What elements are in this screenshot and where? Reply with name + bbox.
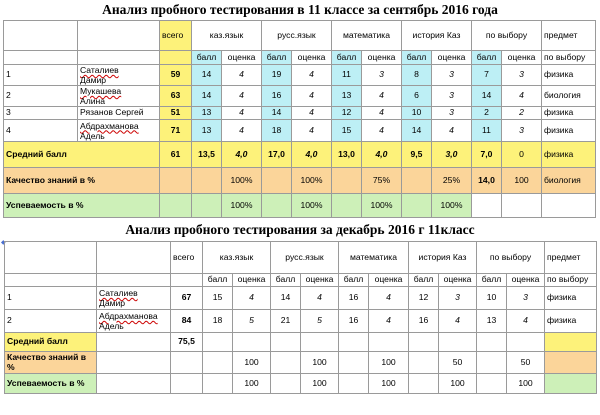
subject-cell: физика [542,120,596,142]
hist-grade: 3 [432,86,472,107]
rus-ball: 14 [262,107,292,120]
sub-grade: оценка [432,51,472,65]
sub-ball: балл [203,274,233,287]
hist-ball: 6 [402,86,432,107]
math-quality: 100 [369,352,409,374]
sub-ball: балл [402,51,432,65]
choice-ball: 13 [477,310,507,333]
kaz-grade: 4,0 [222,142,262,168]
first-name: Дамир [80,75,107,85]
choice-ball: 7 [472,65,502,86]
choice-grade: 0 [502,142,542,168]
hist-ball: 10 [402,107,432,120]
sub-ball: балл [339,274,369,287]
hist-grade: 3,0 [432,142,472,168]
choice-grade: 2 [502,107,542,120]
rus-grade: 5 [301,310,339,333]
surname: Абдрахманова [80,120,139,131]
quality-label: Качество знаний в % [5,352,97,374]
first-name: Алина [80,96,106,106]
hist-grade: 4 [439,310,477,333]
rus-grade: 4 [292,86,332,107]
sub-subject: по выбору [542,51,596,65]
hist-success: 100 [439,374,477,394]
sub-grade: оценка [369,274,409,287]
hist-ball: 12 [409,287,439,310]
kaz-grade: 4 [222,65,262,86]
average-label: Средний балл [5,333,97,352]
header-hist: история Каз [402,21,472,51]
surname: Мукашева [80,86,122,96]
header-row [4,21,596,51]
rus-success: 100 [301,374,339,394]
success-row [5,374,597,394]
hist-quality: 50 [439,352,477,374]
kaz-grade: 4 [222,107,262,120]
sub-grade: оценка [233,274,271,287]
header-rus: русс.язык [262,21,332,51]
header-subject: предмет [545,242,597,274]
table-row [4,65,596,86]
rus-ball: 18 [262,120,292,142]
header-total: всего [171,242,203,274]
kaz-grade: 5 [233,310,271,333]
surname: Саталиев [99,288,138,298]
header-kaz: каз.язык [192,21,262,51]
student-name [97,287,171,310]
sub-ball: балл [477,274,507,287]
header-choice: по выбору [477,242,545,274]
math-ball: 15 [332,120,362,142]
rus-grade: 4,0 [292,142,332,168]
sub-ball: балл [409,274,439,287]
choice-quality: 50 [507,352,545,374]
sub-grade: оценка [507,274,545,287]
row-number: 2 [5,310,97,333]
hist-grade: 3 [439,287,477,310]
sub-grade: оценка [502,51,542,65]
sub-ball: балл [472,51,502,65]
december-results-table [4,241,597,394]
math-grade: 4 [362,120,402,142]
hist-grade: 3 [432,107,472,120]
row-number: 1 [4,65,78,86]
kaz-quality: 100% [222,168,262,194]
total-cell: 61 [160,142,192,168]
rus-grade: 4 [292,120,332,142]
math-success: 100% [362,194,402,218]
first-name: Адель [80,130,105,141]
success-label: Успеваемость в % [5,374,97,394]
table2-title: Анализ пробного тестирования за декабрь 2016 г 11класс [125,222,475,237]
table1-title: Анализ пробного тестирования в 11 классе за сентябрь 2016 года [102,2,498,17]
average-label: Средний балл [4,142,160,168]
math-success: 100 [369,374,409,394]
choice-ball: 14,0 [472,168,502,194]
kaz-success: 100% [222,194,262,218]
sub-ball: балл [332,51,362,65]
math-ball: 11 [332,65,362,86]
quality-row [4,168,596,194]
hist-ball: 16 [409,310,439,333]
kaz-grade: 4 [222,86,262,107]
total-cell: 84 [171,310,203,333]
sub-ball: балл [262,51,292,65]
math-grade: 4 [369,310,409,333]
header-rus: русс.язык [271,242,339,274]
kaz-grade: 4 [222,120,262,142]
total-cell: 63 [160,86,192,107]
header-choice: по выбору [472,21,542,51]
subject-cell: физика [542,65,596,86]
math-ball: 16 [339,310,369,333]
kaz-ball: 18 [203,310,233,333]
header-kaz: каз.язык [203,242,271,274]
choice-grade: 3 [507,287,545,310]
success-label: Успеваемость в % [4,194,160,218]
surname: Абдрахманова [99,311,158,321]
math-grade: 4,0 [362,142,402,168]
student-name [78,120,160,142]
choice-ball: 14 [472,86,502,107]
row-number: 3 [4,107,78,120]
student-name [78,86,160,107]
table-row [5,287,597,310]
hist-ball: 14 [402,120,432,142]
rus-quality: 100 [301,352,339,374]
surname: Саталиев [80,65,119,75]
header-row [5,242,597,274]
header-hist: история Каз [409,242,477,274]
rus-ball: 19 [262,65,292,86]
rus-success: 100% [292,194,332,218]
hist-grade: 4 [432,120,472,142]
sub-grade: оценка [362,51,402,65]
student-name: Рязанов Сергей [78,107,160,120]
hist-success: 100% [432,194,472,218]
header-math: математика [339,242,409,274]
choice-ball: 2 [472,107,502,120]
hist-ball: 9,5 [402,142,432,168]
first-name: Дамир [99,298,126,308]
kaz-quality: 100 [233,352,271,374]
kaz-ball: 14 [192,86,222,107]
sub-ball: балл [192,51,222,65]
sub-grade: оценка [301,274,339,287]
subject-cell: физика [542,142,596,168]
math-grade: 4 [362,107,402,120]
table-row [4,86,596,107]
rus-grade: 4 [301,287,339,310]
september-results-table [3,20,596,218]
subject-cell: физика [545,287,597,310]
subject-cell: физика [545,310,597,333]
sub-ball: балл [271,274,301,287]
average-row [5,333,597,352]
math-ball: 12 [332,107,362,120]
header-math: математика [332,21,402,51]
first-name: Адель [99,321,124,331]
math-grade: 4 [369,287,409,310]
rus-quality: 100% [292,168,332,194]
subject-cell: физика [542,107,596,120]
choice-ball: 10 [477,287,507,310]
choice-quality: 100 [502,168,542,194]
math-grade: 4 [362,86,402,107]
sub-subject: по выбору [545,274,597,287]
total-cell: 75,5 [171,333,203,352]
rus-grade: 4 [292,107,332,120]
kaz-ball: 13 [192,107,222,120]
rus-ball: 21 [271,310,301,333]
quality-label: Качество знаний в % [4,168,160,194]
choice-grade: 3 [502,65,542,86]
kaz-ball: 14 [192,65,222,86]
row-number: 1 [5,287,97,310]
choice-ball: 11 [472,120,502,142]
row-number: 2 [4,86,78,107]
student-name [78,65,160,86]
kaz-ball: 15 [203,287,233,310]
sub-grade: оценка [222,51,262,65]
kaz-grade: 4 [233,287,271,310]
total-cell: 59 [160,65,192,86]
quality-row [5,352,597,374]
average-row [4,142,596,168]
header-total: всего [160,21,192,51]
student-name [97,310,171,333]
kaz-success: 100 [233,374,271,394]
row-number: 4 [4,120,78,142]
kaz-ball: 13,5 [192,142,222,168]
subject-cell: биология [542,168,596,194]
subheader-row [5,274,597,287]
rus-ball: 16 [262,86,292,107]
table-row [5,310,597,333]
hist-quality: 25% [432,168,472,194]
choice-grade: 3 [502,120,542,142]
hist-ball: 8 [402,65,432,86]
math-grade: 3 [362,65,402,86]
choice-ball: 7,0 [472,142,502,168]
choice-success: 100 [507,374,545,394]
sub-grade: оценка [439,274,477,287]
total-cell: 67 [171,287,203,310]
rus-ball: 14 [271,287,301,310]
total-cell: 71 [160,120,192,142]
rus-grade: 4 [292,65,332,86]
sub-grade: оценка [292,51,332,65]
subheader-row [4,51,596,65]
choice-grade: 4 [502,86,542,107]
table-anchor-icon: ◆ [1,240,6,246]
math-ball: 13 [332,86,362,107]
success-row [4,194,596,218]
header-subject: предмет [542,21,596,51]
rus-ball: 17,0 [262,142,292,168]
math-quality: 75% [362,168,402,194]
choice-grade: 4 [507,310,545,333]
table-row [4,120,596,142]
subject-cell: биология [542,86,596,107]
hist-grade: 3 [432,65,472,86]
math-ball: 13,0 [332,142,362,168]
table-row [4,107,596,120]
kaz-ball: 13 [192,120,222,142]
math-ball: 16 [339,287,369,310]
total-cell: 51 [160,107,192,120]
